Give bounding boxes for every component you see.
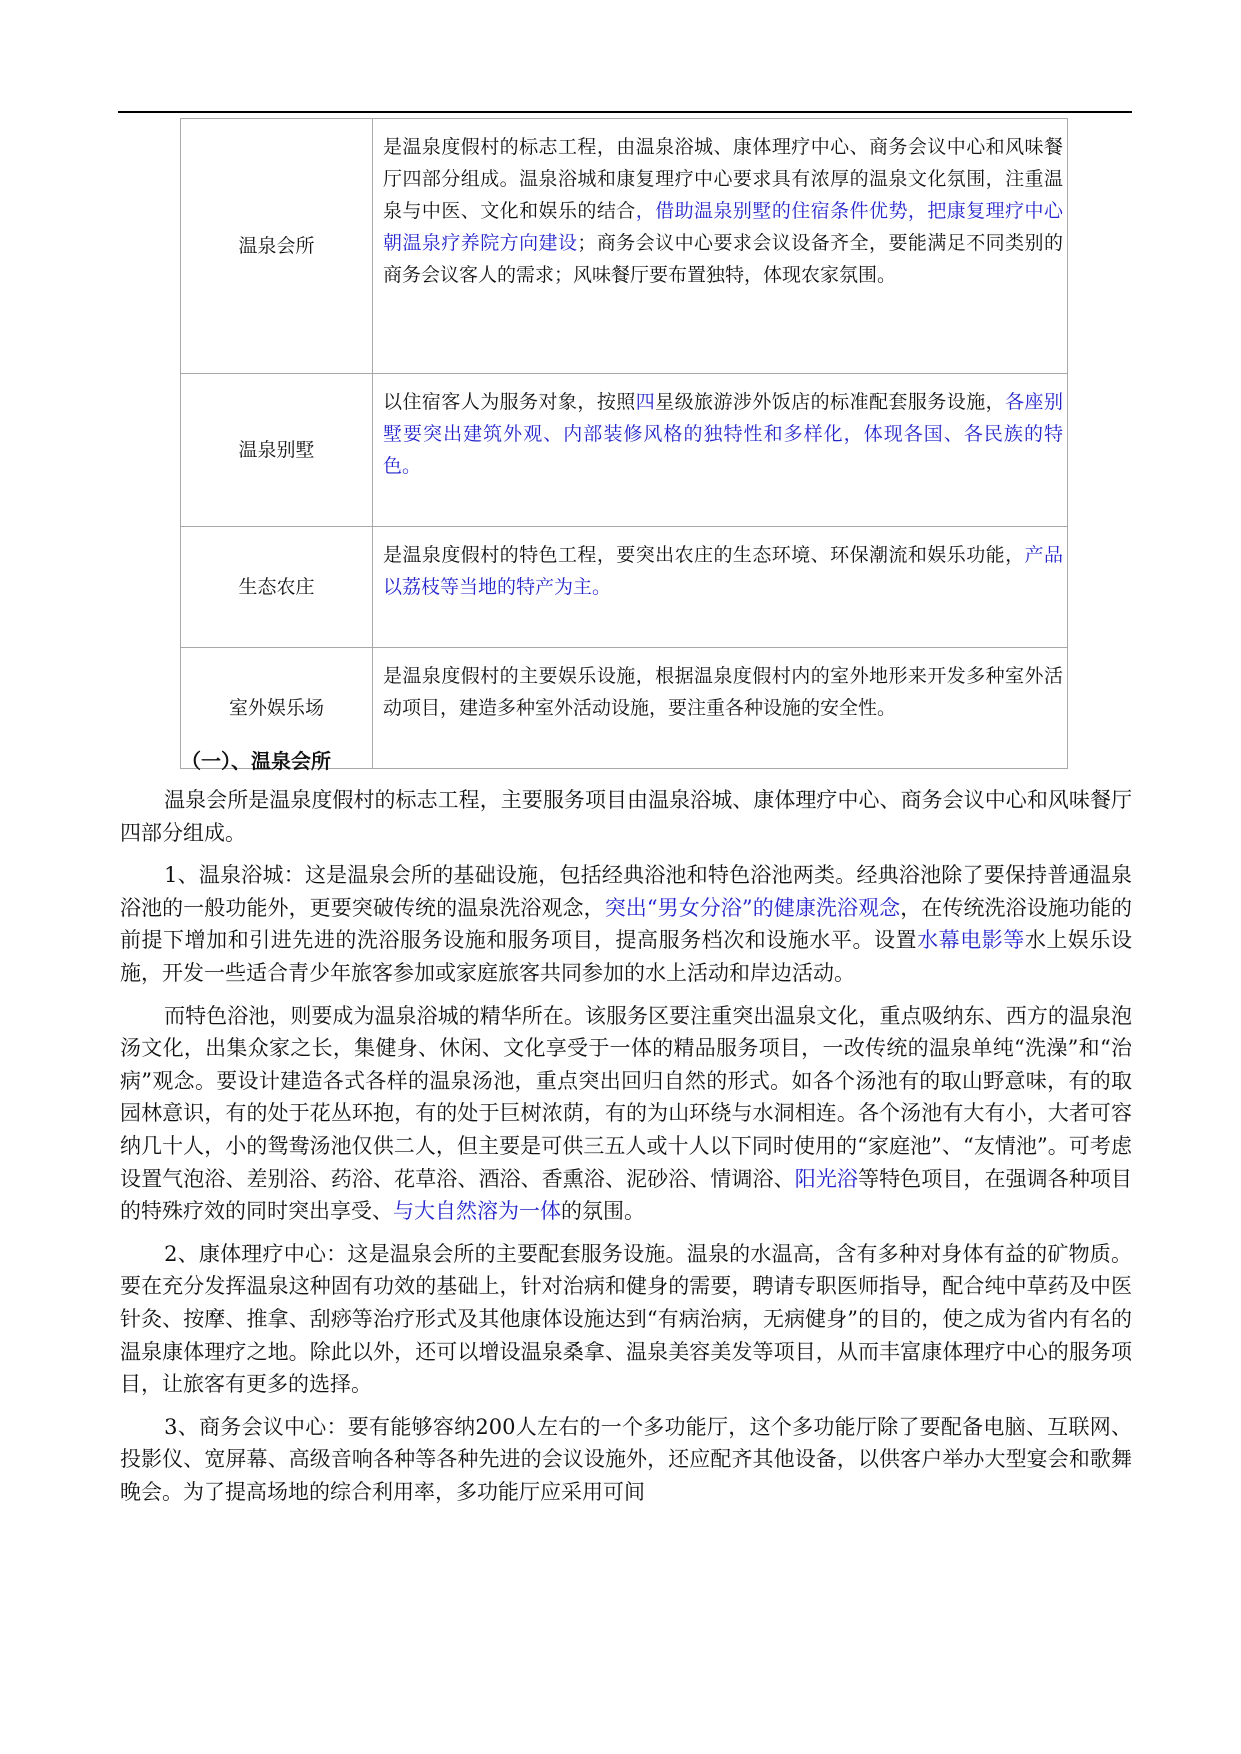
text-run: 是温泉度假村的特色工程，要突出农庄的生态环境、环保潮流和娱乐功能，: [383, 544, 1025, 566]
facility-name: 温泉会所: [181, 119, 373, 374]
paragraph: [120, 1238, 1132, 1401]
article-body: [120, 784, 1132, 1518]
facility-name: 温泉别墅: [181, 374, 373, 527]
text-run: 温泉会所是温泉度假村的标志工程，主要服务项目由温泉浴城、康体理疗中心、商务会议中心和风味餐厅四部分组成。: [120, 788, 1132, 845]
text-run: 以住宿客人为服务对象，按照: [383, 391, 636, 413]
header-rule: [118, 111, 1132, 113]
text-run: 水上娱乐设施，开发一些适合青少年旅客参加或家庭旅客共同参加的水上活动和岸边活动。: [120, 928, 1133, 985]
paragraph: [120, 859, 1132, 989]
text-run: ，在传统洗浴设施功能的前提下增加和引进先进的洗浴服务设施和服务项目，提高服务档次和设施水平。设置: [120, 895, 1132, 953]
table-row: [181, 527, 1068, 648]
text-run: 星级旅游涉外饭店的标准配套服务设施，: [655, 391, 1006, 413]
highlighted-text-run: 产品以荔枝等当地的特产为主。: [383, 544, 1063, 598]
paragraph: [120, 1411, 1132, 1509]
text-run: 2、康体理疗中心：这是温泉会所的主要配套服务设施。温泉的水温高，含有多种对身体有益的矿物质。要在充分发挥温泉这种固有功效的基础上，针对治病和健身的需要，聘请专职医师指导，配合纯中草药及中医针灸、按摩、推拿、刮痧等治疗形式及其他康体设施达到“有病治病，无病健身”的目的，使之成为省内有名的温泉康体理疗之地。除此以外，还可以增设温泉桑拿、温泉美容美发等项目，从而丰富康体理疗中心的服务项目，让旅客有更多的选择。: [120, 1241, 1132, 1397]
text-run: 是温泉度假村的主要娱乐设施，根据温泉度假村内的室外地形来开发多种室外活动项目，建造多种室外活动设施，要注重各种设施的安全性。: [383, 665, 1063, 719]
text-run: ；商务会议中心要求会议设备齐全，要能满足不同类别的商务会议客人的需求；风味餐厅要布置独特，体现农家氛围。: [383, 232, 1063, 286]
paragraph: [120, 784, 1132, 849]
text-run: 而特色浴池，则要成为温泉浴城的精华所在。该服务区要注重突出温泉文化，重点吸纳东、西方的温泉泡汤文化，出集众家之长，集健身、休闲、文化享受于一体的精品服务项目，一改传统的温泉单纯“洗澡”和“治病”观念。要设计建造各式各样的温泉汤池，重点突出回归自然的形式。如各个汤池有的取山野意味，有的取园林意识，有的处于花丛环抱，有的处于巨树浓荫，有的为山环绕与水洞相连。各个汤池有大有小，大者可容纳几十人，小的鸳鸯汤池仅供二人，但主要是可供三五人或十人以下同时使用的“家庭池”、“友情池”。可考虑设置气泡浴、差别浴、药浴、花草浴、酒浴、香熏浴、泥砂浴、情调浴、: [120, 1003, 1132, 1191]
facility-description: [373, 527, 1068, 648]
section-heading: （一）、温泉会所: [181, 749, 331, 773]
text-run: 1、温泉浴城：这是温泉会所的基础设施，包括经典浴池和特色浴池两类。经典浴池除了要保持普通温泉浴池的一般功能外，更要突破传统的温泉洗浴观念，: [120, 863, 1132, 920]
text-run: 等特色项目，在强调各种项目的特殊疗效的同时突出享受、: [120, 1166, 1133, 1224]
table-row: [181, 374, 1068, 527]
facility-description: [373, 648, 1068, 769]
facility-name: 室外娱乐场: [181, 648, 373, 769]
highlighted-text-run: 水幕电影等: [917, 928, 1025, 953]
text-run: 的氛围。: [561, 1199, 645, 1224]
highlighted-text-run: 与大自然溶为一体: [393, 1199, 561, 1224]
highlighted-text-run: 四: [635, 391, 656, 413]
facility-name: 生态农庄: [181, 527, 373, 648]
text-run: 3、商务会议中心：要有能够容纳200人左右的一个多功能厅，这个多功能厅除了要配备电脑、互联网、投影仪、宽屏幕、高级音响各种等各种先进的会议设施外，还应配齐其他设备，以供客户举办大型宴会和歌舞晚会。为了提高场地的综合利用率，多功能厅应采用可间: [120, 1414, 1132, 1504]
table-row: [181, 119, 1068, 374]
highlighted-text-run: 突出“男女分浴”的健康洗浴观念: [604, 895, 901, 920]
facility-description: [373, 119, 1068, 374]
highlighted-text-run: ，借助温泉别墅的住宿条件优势，把康复理疗中心朝温泉疗养院方向建设: [383, 200, 1063, 254]
text-run: 是温泉度假村的标志工程，由温泉浴城、康体理疗中心、商务会议中心和风味餐厅四部分组成。温泉浴城和康复理疗中心要求具有浓厚的温泉文化氛围，注重温泉与中医、文化和娱乐的结合: [383, 136, 1063, 222]
paragraph: [120, 1000, 1132, 1228]
facility-table: [180, 118, 1068, 769]
highlighted-text-run: 阳光浴: [794, 1166, 858, 1191]
highlighted-text-run: 各座别墅要突出建筑外观、内部装修风格的独特性和多样化，体现各国、各民族的特色。: [383, 391, 1063, 477]
facility-description: [373, 374, 1068, 527]
